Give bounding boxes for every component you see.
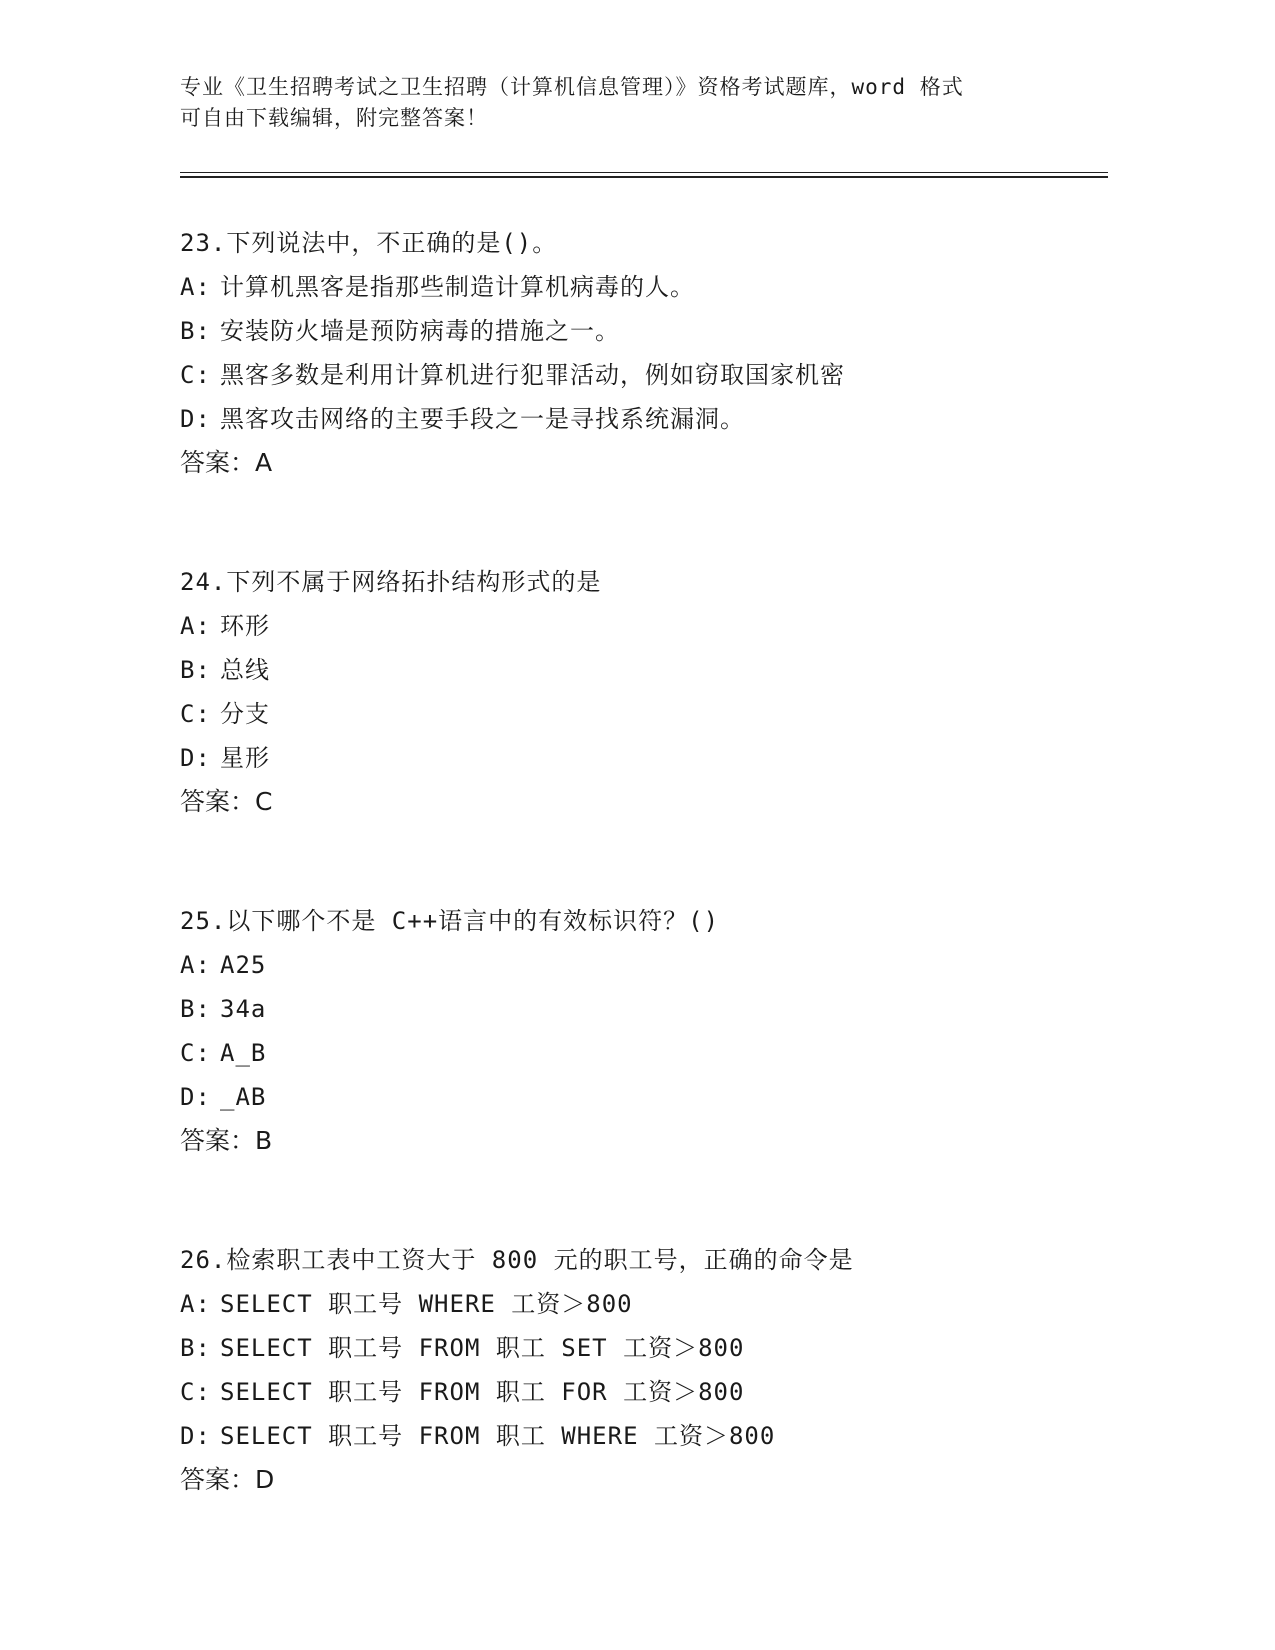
option-letter: A: <box>180 612 211 640</box>
option-text: A_B <box>220 1039 267 1067</box>
option-a <box>180 609 1180 653</box>
question-23 <box>180 226 1180 490</box>
option-text: SELECT 职工号 WHERE 工资＞800 <box>220 1290 633 1318</box>
option-b <box>180 314 1180 358</box>
question-stem: 25.以下哪个不是 C++语言中的有效标识符？() <box>180 907 720 935</box>
option-letter: B: <box>180 995 211 1023</box>
option-letter: B: <box>180 317 211 345</box>
header-divider-thick <box>180 176 1108 178</box>
option-d <box>180 741 1180 785</box>
option-letter: D: <box>180 744 211 772</box>
option-b <box>180 653 1180 697</box>
option-c <box>180 697 1180 741</box>
option-c <box>180 358 1180 402</box>
option-letter: D: <box>180 405 211 433</box>
option-letter: C: <box>180 361 211 389</box>
option-letter: B: <box>180 1334 211 1362</box>
option-a <box>180 270 1180 314</box>
option-letter: A: <box>180 273 211 301</box>
option-text: _AB <box>220 1083 267 1111</box>
option-c <box>180 1375 1180 1419</box>
option-b <box>180 1331 1180 1375</box>
option-text: 总线 <box>220 656 270 684</box>
option-text: SELECT 职工号 FROM 职工 SET 工资＞800 <box>220 1334 745 1362</box>
option-d <box>180 402 1180 446</box>
answer-line: 答案：D <box>180 1465 275 1494</box>
question-list <box>180 226 1180 1582</box>
option-letter: C: <box>180 1039 211 1067</box>
header-line-1: 专业《卫生招聘考试之卫生招聘（计算机信息管理）》资格考试题库，word 格式 <box>180 75 964 99</box>
option-letter: D: <box>180 1422 211 1450</box>
option-text: 34a <box>220 995 267 1023</box>
option-letter: A: <box>180 951 211 979</box>
option-text: SELECT 职工号 FROM 职工 FOR 工资＞800 <box>220 1378 745 1406</box>
option-a <box>180 1287 1180 1331</box>
option-text: 黑客多数是利用计算机进行犯罪活动，例如窃取国家机密 <box>220 361 845 389</box>
document-header <box>180 72 1040 134</box>
header-line-2: 可自由下载编辑，附完整答案！ <box>180 106 488 130</box>
option-d <box>180 1080 1180 1124</box>
option-text: 计算机黑客是指那些制造计算机病毒的人。 <box>220 273 695 301</box>
option-text: 黑客攻击网络的主要手段之一是寻找系统漏洞。 <box>220 405 745 433</box>
option-text: SELECT 职工号 FROM 职工 WHERE 工资＞800 <box>220 1422 776 1450</box>
option-text: 环形 <box>220 612 270 640</box>
answer-line: 答案：C <box>180 787 273 816</box>
option-text: 安装防火墙是预防病毒的措施之一。 <box>220 317 620 345</box>
option-text: A25 <box>220 951 267 979</box>
question-25 <box>180 904 1180 1168</box>
answer-line: 答案：B <box>180 1126 273 1155</box>
option-letter: A: <box>180 1290 211 1318</box>
option-c <box>180 1036 1180 1080</box>
option-text: 星形 <box>220 744 270 772</box>
question-stem: 26.检索职工表中工资大于 800 元的职工号，正确的命令是 <box>180 1246 854 1274</box>
question-24 <box>180 565 1180 829</box>
option-letter: D: <box>180 1083 211 1111</box>
header-divider-thin <box>180 172 1108 173</box>
option-letter: C: <box>180 700 211 728</box>
question-26 <box>180 1243 1180 1507</box>
option-b <box>180 992 1180 1036</box>
answer-line: 答案：A <box>180 448 273 477</box>
option-text: 分支 <box>220 700 270 728</box>
option-letter: C: <box>180 1378 211 1406</box>
option-letter: B: <box>180 656 211 684</box>
question-stem: 23.下列说法中，不正确的是()。 <box>180 229 558 257</box>
question-stem: 24.下列不属于网络拓扑结构形式的是 <box>180 568 602 596</box>
option-a <box>180 948 1180 992</box>
option-d <box>180 1419 1180 1463</box>
